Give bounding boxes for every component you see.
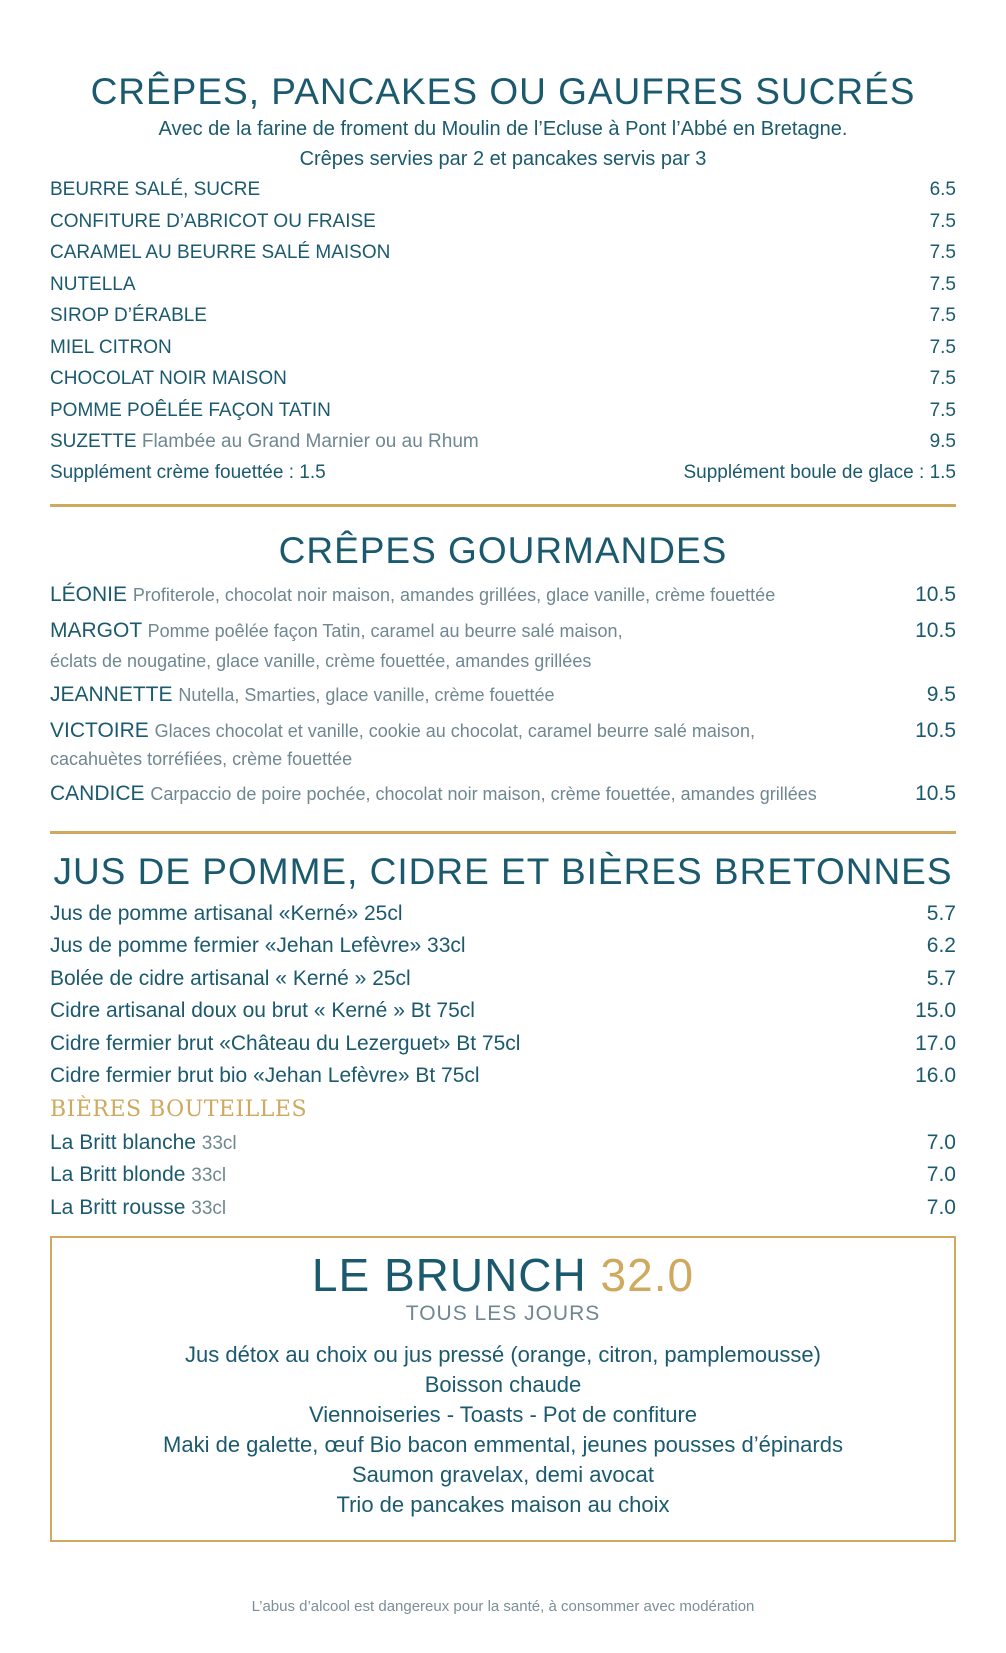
menu-item — [50, 780, 956, 816]
item-price: 10.5 — [915, 781, 956, 805]
item-description-continued: éclats de nougatine, glace vanille, crème fouettée, amandes grillées — [50, 650, 592, 671]
brunch-title — [52, 1248, 954, 1302]
item-name: CARAMEL AU BEURRE SALÉ MAISON — [50, 242, 391, 263]
item-description-continued: cacahuètes torréfiées, crème fouettée — [50, 748, 353, 769]
item-volume: 33cl — [191, 1165, 227, 1186]
item-price: 15.0 — [915, 999, 956, 1022]
item-volume: 33cl — [201, 1132, 237, 1154]
brunch-item: Saumon gravelax, demi avocat — [351, 1462, 655, 1487]
item-price: 7.0 — [926, 1163, 956, 1186]
beer-item — [50, 1127, 956, 1160]
item-description: Profiterole, chocolat noir maison, amandes grillées, glace vanille, crème fouettée — [132, 584, 776, 605]
item-price: 9.5 — [929, 431, 956, 452]
item-name: Cidre artisanal doux ou brut « Kerné » Bt 75cl — [50, 999, 475, 1022]
item-name: MARGOT — [50, 618, 142, 642]
item-price: 7.5 — [929, 305, 956, 326]
item-name: Jus de pomme fermier «Jehan Lefèvre» 33cl — [50, 934, 466, 957]
brunch-item: Boisson chaude — [424, 1372, 582, 1397]
item-name: BEURRE SALÉ, SUCRE — [50, 179, 261, 200]
drink-item — [50, 995, 956, 1028]
item-name: Cidre fermier brut bio «Jehan Lefèvre» Bt 75cl — [50, 1064, 480, 1087]
gourmet-items-list — [50, 581, 956, 816]
menu-item — [50, 269, 956, 301]
item-description: Carpaccio de poire pochée, chocolat noir maison, crème fouettée, amandes grillées — [150, 783, 817, 804]
item-price: 10.5 — [915, 582, 956, 606]
sweet-subtitle-flour: Avec de la farine de froment du Moulin de l’Ecluse à Pont l’Abbé en Bretagne. — [158, 118, 848, 140]
brunch-item: Viennoiseries - Toasts - Pot de confiture — [308, 1402, 698, 1427]
item-price: 7.5 — [929, 336, 956, 358]
brunch-item: Maki de galette, œuf Bio bacon emmental, jeunes pousses d’épinards — [163, 1432, 843, 1457]
item-name: POMME POÊLÉE FAÇON TATIN — [50, 399, 331, 421]
item-price: 7.0 — [926, 1195, 956, 1219]
item-price: 16.0 — [915, 1064, 956, 1087]
beer-subheading: BIÈRES BOUTEILLES — [50, 1096, 308, 1122]
supplements-row — [50, 458, 956, 488]
drinks-list — [50, 898, 956, 1225]
brunch-subtitle: TOUS LES JOURS — [405, 1302, 601, 1325]
menu-page — [50, 0, 956, 1542]
item-price: 5.7 — [926, 901, 956, 925]
menu-item — [50, 681, 956, 717]
alcohol-warning-footer: L’abus d’alcool est dangereux pour la santé, à consommer avec modération — [251, 1598, 755, 1615]
item-price: 17.0 — [915, 1031, 956, 1055]
gold-divider — [50, 831, 956, 834]
menu-item — [50, 237, 956, 269]
drink-item — [50, 963, 956, 996]
menu-item — [50, 426, 956, 458]
item-volume: 33cl — [191, 1197, 227, 1219]
item-description: Glaces chocolat et vanille, cookie au chocolat, caramel beurre salé maison, — [154, 720, 755, 741]
item-name: Bolée de cidre artisanal « Kerné » 25cl — [50, 966, 411, 990]
menu-item — [50, 174, 956, 206]
item-price: 7.5 — [929, 368, 956, 389]
brunch-item: Trio de pancakes maison au choix — [336, 1492, 670, 1517]
item-price: 7.0 — [926, 1130, 956, 1154]
beer-item — [50, 1159, 956, 1192]
gold-divider — [50, 504, 956, 507]
menu-item — [50, 581, 956, 617]
item-price: 10.5 — [915, 618, 956, 642]
item-description: Flambée au Grand Marnier ou au Rhum — [141, 431, 479, 452]
drink-item — [50, 898, 956, 931]
beer-item — [50, 1192, 956, 1225]
brunch-title-text: LE BRUNCH — [311, 1249, 587, 1301]
menu-item — [50, 300, 956, 332]
item-name: MIEL CITRON — [50, 336, 172, 358]
drinks-section-title: JUS DE POMME, CIDRE ET BIÈRES BRETONNES — [53, 850, 953, 892]
item-price: 5.7 — [926, 966, 956, 990]
item-description: Nutella, Smarties, glace vanille, crème fouettée — [178, 684, 555, 705]
item-name: SUZETTE — [50, 431, 137, 452]
item-price: 6.2 — [926, 934, 956, 957]
item-price: 7.5 — [929, 242, 956, 263]
item-name: SIROP D’ÉRABLE — [50, 305, 207, 326]
supplement-ice-cream: Supplément boule de glace : 1.5 — [683, 461, 956, 483]
item-description: Pomme poêlée façon Tatin, caramel au beurre salé maison, — [147, 620, 623, 641]
gourmet-section-title: CRÊPES GOURMANDES — [278, 529, 728, 571]
sweet-subtitle-serving: Crêpes servies par 2 et pancakes servis par 3 — [299, 148, 707, 170]
supplement-cream: Supplément crème fouettée : 1.5 — [50, 461, 326, 483]
brunch-item: Jus détox au choix ou jus pressé (orange, citron, pamplemousse) — [185, 1342, 821, 1367]
item-price: 10.5 — [915, 718, 956, 742]
drink-item — [50, 930, 956, 963]
item-name: La Britt blonde — [50, 1163, 186, 1186]
menu-item — [50, 363, 956, 395]
item-price: 7.5 — [929, 273, 956, 295]
brunch-items-list — [52, 1340, 954, 1520]
drink-item — [50, 1060, 956, 1093]
sweet-section-title: CRÊPES, PANCAKES OU GAUFRES SUCRÉS — [90, 71, 916, 112]
item-name: Jus de pomme artisanal «Kerné» 25cl — [50, 901, 403, 925]
brunch-box — [50, 1236, 956, 1542]
item-name: LÉONIE — [50, 582, 128, 606]
item-name: CANDICE — [50, 781, 145, 805]
item-name: La Britt blanche — [50, 1130, 196, 1154]
item-name: Cidre fermier brut «Château du Lezerguet» Bt 75cl — [50, 1031, 521, 1055]
item-name: NUTELLA — [50, 273, 136, 295]
item-name: CONFITURE D’ABRICOT OU FRAISE — [50, 210, 376, 232]
menu-item — [50, 332, 956, 364]
menu-item — [50, 395, 956, 427]
item-price: 6.5 — [929, 179, 956, 200]
drink-item — [50, 1028, 956, 1061]
menu-item — [50, 617, 956, 645]
item-name: VICTOIRE — [50, 718, 149, 742]
item-price: 7.5 — [929, 210, 956, 232]
item-name: CHOCOLAT NOIR MAISON — [50, 368, 287, 389]
item-name: La Britt rousse — [50, 1195, 186, 1219]
item-name: JEANNETTE — [50, 682, 173, 706]
item-price: 7.5 — [929, 399, 956, 421]
brunch-price: 32.0 — [600, 1249, 695, 1301]
menu-item — [50, 717, 956, 745]
menu-item — [50, 206, 956, 238]
sweet-items-list — [50, 174, 956, 488]
item-price: 9.5 — [926, 682, 956, 706]
